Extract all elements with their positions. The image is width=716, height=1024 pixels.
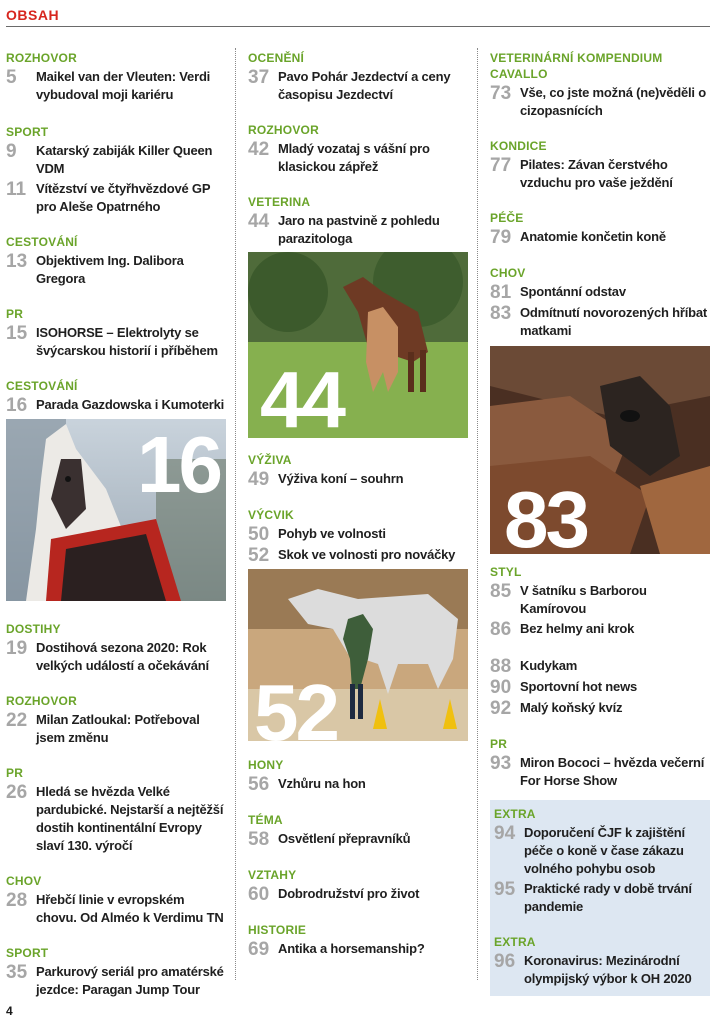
section-heading: TÉMA xyxy=(248,813,283,827)
toc-entry[interactable] xyxy=(490,754,710,790)
toc-section xyxy=(6,234,226,288)
contents-title: OBSAH xyxy=(6,7,60,23)
toc-section xyxy=(490,657,710,718)
toc-entry[interactable] xyxy=(248,830,468,849)
entry-title: Objektivem Ing. Dalibora Gregora xyxy=(36,253,184,286)
toc-entry[interactable] xyxy=(248,525,468,544)
entry-title: Spontánní odstav xyxy=(520,284,626,299)
section-heading: KONDICE xyxy=(490,139,547,153)
toc-entry[interactable] xyxy=(490,84,710,120)
entry-page-number: 52 xyxy=(248,545,270,566)
entry-title: Sportovní hot news xyxy=(520,679,638,694)
entry-page-number: 44 xyxy=(248,211,270,232)
entry-page-number: 56 xyxy=(248,774,270,795)
photo-page-number: 52 xyxy=(254,668,337,741)
entry-page-number: 69 xyxy=(248,939,270,960)
toc-entry[interactable] xyxy=(248,212,468,248)
toc-entry[interactable] xyxy=(6,711,226,747)
photo-mare-foal xyxy=(248,252,468,438)
entry-page-number: 19 xyxy=(6,638,28,659)
photo-sleigh-horse xyxy=(6,419,226,601)
entry-title: Anatomie končetin koně xyxy=(520,229,666,244)
toc-section xyxy=(248,757,468,794)
entry-page-number: 96 xyxy=(494,951,516,972)
entry-title: Malý koňský kvíz xyxy=(520,700,623,715)
entry-page-number: 9 xyxy=(6,141,17,162)
entry-page-number: 22 xyxy=(6,710,28,731)
toc-entry[interactable] xyxy=(6,396,226,415)
extra-box xyxy=(490,800,710,996)
column-1 xyxy=(6,50,226,1001)
entry-page-number: 83 xyxy=(490,303,512,324)
entry-page-number: 42 xyxy=(248,139,270,160)
entry-page-number: 92 xyxy=(490,698,512,719)
toc-entry[interactable] xyxy=(490,582,710,618)
section-heading: VETERINÁRNÍ KOMPENDIUM CAVALLO xyxy=(490,51,663,81)
toc-section xyxy=(6,50,226,104)
entry-title: Kudykam xyxy=(520,658,578,673)
entry-page-number: 26 xyxy=(6,782,28,803)
entry-title: Pavo Pohár Jezdectví a ceny časopisu Jezdectví xyxy=(278,69,451,102)
entry-title: Maikel van der Vleuten: Verdi vybudoval moji kariéru xyxy=(36,69,211,102)
photo-page-number: 16 xyxy=(137,420,220,509)
entry-title: Milan Zatloukal: Potřeboval jsem změnu xyxy=(36,712,200,745)
section-heading: CESTOVÁNÍ xyxy=(6,379,78,393)
entry-title: Doporučení ČJF k zajištění péče o koně v čase zákazu volného pohybu osob xyxy=(524,825,685,876)
entry-page-number: 81 xyxy=(490,282,512,303)
entry-title: Výživa koní – souhrn xyxy=(278,471,404,486)
toc-entry[interactable] xyxy=(248,546,468,565)
toc-entry[interactable] xyxy=(490,304,710,340)
toc-section xyxy=(490,138,710,192)
toc-section xyxy=(6,378,226,415)
entry-title: Osvětlení přepravníků xyxy=(278,831,411,846)
entry-title: Vítězství ve čtyřhvězdové GP pro Aleše Opatrného xyxy=(36,181,211,214)
column-2 xyxy=(248,50,468,961)
section-heading: VZTAHY xyxy=(248,868,297,882)
entry-page-number: 85 xyxy=(490,581,512,602)
toc-section xyxy=(494,934,710,988)
section-heading: HISTORIE xyxy=(248,923,307,937)
toc-section xyxy=(248,122,468,176)
toc-entry[interactable] xyxy=(248,470,468,489)
section-heading: CESTOVÁNÍ xyxy=(6,235,78,249)
entry-page-number: 88 xyxy=(490,656,512,677)
contents-header xyxy=(6,6,710,27)
toc-section xyxy=(490,564,710,639)
entry-title: Pohyb ve volnosti xyxy=(278,526,386,541)
entry-title: Vzhůru na hon xyxy=(278,776,366,791)
section-heading: CHOV xyxy=(6,874,42,888)
photo-herd-foals xyxy=(490,346,710,554)
section-heading: EXTRA xyxy=(494,807,536,821)
entry-page-number: 73 xyxy=(490,83,512,104)
section-heading: VETERINA xyxy=(248,195,311,209)
toc-entry[interactable] xyxy=(6,639,226,675)
entry-title: Miron Bococi – hvězda večerní For Horse Show xyxy=(520,755,705,788)
section-heading: ROZHOVOR xyxy=(6,694,77,708)
toc-entry[interactable] xyxy=(490,657,710,676)
section-heading: DOSTIHY xyxy=(6,622,61,636)
toc-entry[interactable] xyxy=(6,963,226,999)
toc-entry[interactable] xyxy=(248,140,468,176)
toc-entry[interactable] xyxy=(248,775,468,794)
entry-title: Parada Gazdowska i Kumoterki xyxy=(36,397,225,412)
toc-section xyxy=(6,693,226,747)
section-heading: ROZHOVOR xyxy=(6,51,77,65)
section-heading: PR xyxy=(6,307,24,321)
entry-page-number: 5 xyxy=(6,67,17,88)
toc-section xyxy=(248,194,468,248)
toc-entry[interactable] xyxy=(490,620,710,639)
entry-title: Pilates: Závan čerstvého vzduchu pro vaše ježdění xyxy=(520,157,673,190)
toc-entry[interactable] xyxy=(494,880,710,916)
entry-page-number: 15 xyxy=(6,323,28,344)
toc-section xyxy=(248,867,468,904)
toc-section xyxy=(6,765,226,855)
toc-section xyxy=(248,507,468,565)
entry-title: Jaro na pastvině z pohledu parazitologa xyxy=(278,213,440,246)
column-3 xyxy=(490,50,710,996)
section-heading: PR xyxy=(6,766,24,780)
entry-title: Praktické rady v době trvání pandemie xyxy=(524,881,692,914)
photo-free-jumping xyxy=(248,569,468,741)
entry-title: Vše, co jste možná (ne)věděli o cizopasnících xyxy=(520,85,706,118)
column-divider xyxy=(477,48,478,980)
toc-section xyxy=(490,210,710,247)
toc-entry[interactable] xyxy=(494,824,710,878)
section-heading: STYL xyxy=(490,565,522,579)
entry-title: Katarský zabiják Killer Queen VDM xyxy=(36,143,213,176)
entry-page-number: 94 xyxy=(494,823,516,844)
entry-page-number: 93 xyxy=(490,753,512,774)
entry-title: Mladý vozataj s vášní pro klasickou zápřež xyxy=(278,141,430,174)
toc-entry[interactable] xyxy=(6,783,226,855)
entry-title: Hledá se hvězda Velké pardubické. Nejstarší a nejtěžší dostih kontinentální Evropy slaví 130. výročí xyxy=(36,784,224,853)
column-divider xyxy=(235,48,236,980)
section-heading: PR xyxy=(490,737,508,751)
entry-page-number: 79 xyxy=(490,227,512,248)
toc-entry[interactable] xyxy=(490,156,710,192)
entry-page-number: 60 xyxy=(248,884,270,905)
entry-title: Bez helmy ani krok xyxy=(520,621,635,636)
entry-page-number: 77 xyxy=(490,155,512,176)
entry-title: Dostihová sezona 2020: Rok velkých událostí a očekávání xyxy=(36,640,209,673)
entry-page-number: 95 xyxy=(494,879,516,900)
entry-title: ISOHORSE – Elektrolyty se švýcarskou historií i příběhem xyxy=(36,325,218,358)
section-heading: SPORT xyxy=(6,946,49,960)
toc-section xyxy=(248,50,468,104)
entry-title: Hřebčí linie v evropském chovu. Od Alméo k Verdimu TN xyxy=(36,892,224,925)
toc-entry[interactable] xyxy=(490,678,710,697)
toc-section xyxy=(490,736,710,790)
toc-section xyxy=(490,265,710,340)
toc-entry[interactable] xyxy=(6,252,226,288)
entry-title: V šatníku s Barborou Kamírovou xyxy=(520,583,647,616)
toc-entry[interactable] xyxy=(490,283,710,302)
toc-entry[interactable] xyxy=(494,952,710,988)
page-number: 4 xyxy=(6,1004,13,1018)
entry-page-number: 35 xyxy=(6,962,28,983)
toc-entry[interactable] xyxy=(6,68,226,104)
entry-page-number: 50 xyxy=(248,524,270,545)
section-heading: HONY xyxy=(248,758,284,772)
entry-page-number: 11 xyxy=(6,179,27,200)
entry-title: Dobrodružství pro život xyxy=(278,886,420,901)
toc-section xyxy=(248,452,468,489)
section-heading: SPORT xyxy=(6,125,49,139)
entry-title: Antika a horsemanship? xyxy=(278,941,425,956)
toc-section xyxy=(494,806,710,916)
toc-entry[interactable] xyxy=(490,699,710,718)
toc-entry[interactable] xyxy=(6,891,226,927)
entry-page-number: 16 xyxy=(6,395,28,416)
toc-entry[interactable] xyxy=(6,142,226,178)
section-heading: VÝŽIVA xyxy=(248,453,292,467)
entry-page-number: 86 xyxy=(490,619,512,640)
entry-page-number: 49 xyxy=(248,469,270,490)
toc-section xyxy=(490,50,710,120)
photo-page-number: 83 xyxy=(504,475,587,554)
toc-entry[interactable] xyxy=(6,324,226,360)
entry-page-number: 13 xyxy=(6,251,28,272)
section-heading: CHOV xyxy=(490,266,526,280)
section-heading: ROZHOVOR xyxy=(248,123,319,137)
entry-title: Skok ve volnosti pro nováčky xyxy=(278,547,456,562)
section-heading: VÝCVIK xyxy=(248,508,294,522)
toc-section xyxy=(248,922,468,959)
entry-page-number: 90 xyxy=(490,677,512,698)
toc-section xyxy=(6,621,226,675)
entry-title: Odmítnutí novorozených hříbat matkami xyxy=(520,305,708,338)
entry-page-number: 37 xyxy=(248,67,270,88)
toc-section xyxy=(6,945,226,999)
photo-page-number: 44 xyxy=(260,355,343,438)
toc-section xyxy=(6,124,226,216)
toc-entry[interactable] xyxy=(248,68,468,104)
section-heading: PÉČE xyxy=(490,211,524,225)
entry-title: Parkurový seriál pro amatérské jezdce: Paragan Jump Tour xyxy=(36,964,224,997)
toc-section xyxy=(6,873,226,927)
toc-entry[interactable] xyxy=(6,180,226,216)
section-heading: OCENĚNÍ xyxy=(248,51,305,65)
toc-section xyxy=(248,812,468,849)
toc-entry[interactable] xyxy=(490,228,710,247)
entry-title: Koronavirus: Mezinárodní olympijský výbor k OH 2020 xyxy=(524,953,692,986)
toc-entry[interactable] xyxy=(248,940,468,959)
entry-page-number: 58 xyxy=(248,829,270,850)
entry-page-number: 28 xyxy=(6,890,28,911)
toc-entry[interactable] xyxy=(248,885,468,904)
section-heading: EXTRA xyxy=(494,935,536,949)
toc-section xyxy=(6,306,226,360)
